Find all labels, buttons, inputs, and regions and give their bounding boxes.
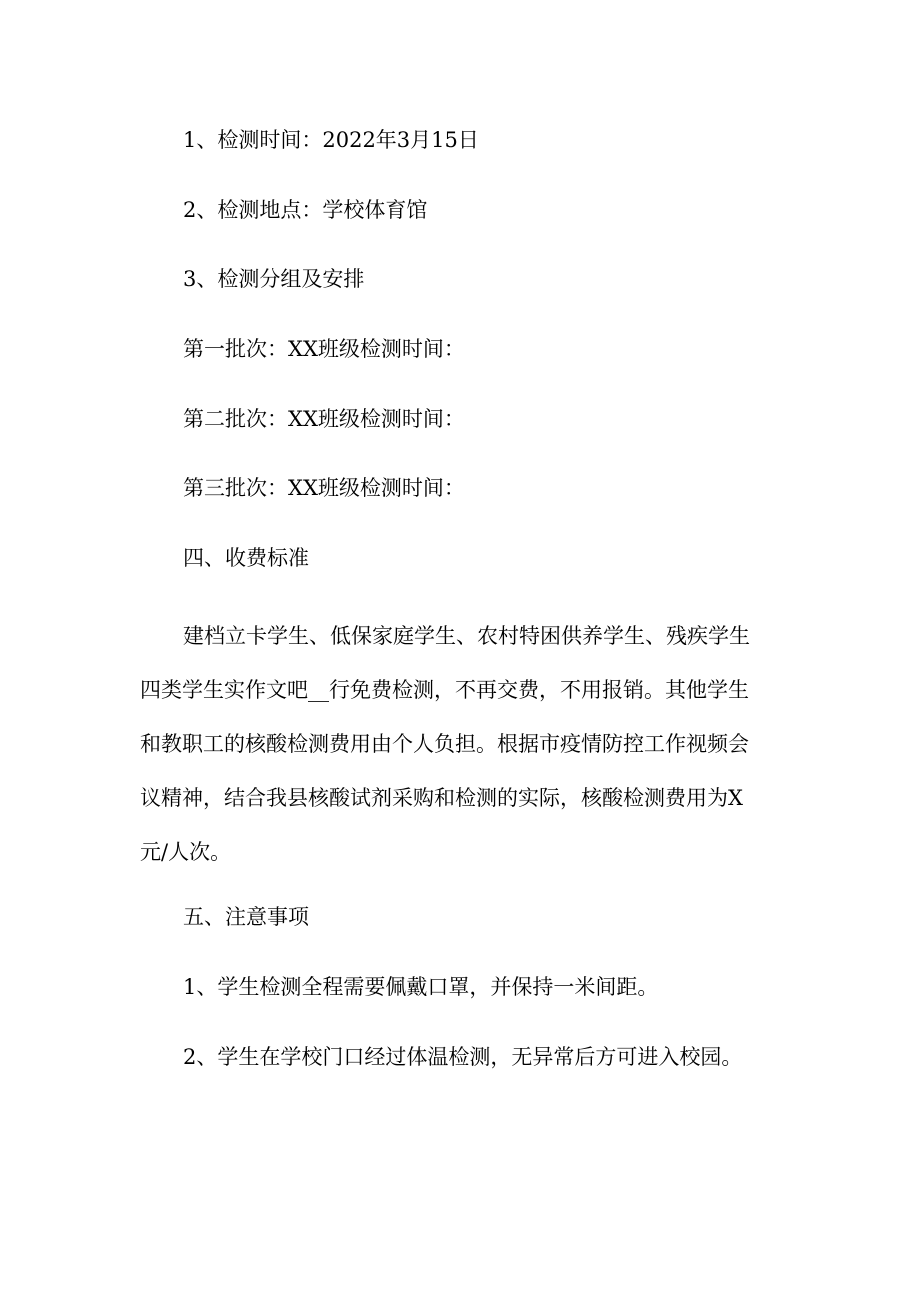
fee-paragraph-line: 议精神，结合我县核酸试剂采购和检测的实际，核酸检测费用为X — [140, 786, 743, 810]
fee-paragraph — [140, 609, 773, 879]
batch-3-line: 第三批次：XX班级检测时间： — [183, 476, 465, 500]
precautions-heading: 五、注意事项 — [183, 905, 309, 929]
batch-1-line: 第一批次：XX班级检测时间： — [183, 337, 465, 361]
detection-time-line: 1、检测时间：2022年3月15日 — [183, 128, 479, 152]
batch-2-line: 第二批次：XX班级检测时间： — [183, 407, 465, 431]
precaution-1-line: 1、学生检测全程需要佩戴口罩，并保持一米间距。 — [183, 975, 659, 999]
fee-paragraph-line: 和教职工的核酸检测费用由个人负担。根据市疫情防控工作视频会 — [140, 732, 749, 756]
fee-paragraph-line: 四类学生实作文吧__行免费检测，不再交费，不用报销。其他学生 — [140, 678, 749, 702]
detection-location-line: 2、检测地点：学校体育馆 — [183, 198, 428, 222]
fee-standard-heading: 四、收费标准 — [183, 546, 309, 570]
fee-paragraph-line: 元/人次。 — [140, 840, 232, 864]
fee-paragraph-line: 建档立卡学生、低保家庭学生、农村特困供养学生、残疾学生 — [183, 624, 750, 648]
grouping-heading: 3、检测分组及安排 — [183, 267, 365, 291]
precaution-2-line: 2、学生在学校门口经过体温检测，无异常后方可进入校园。 — [183, 1045, 743, 1069]
